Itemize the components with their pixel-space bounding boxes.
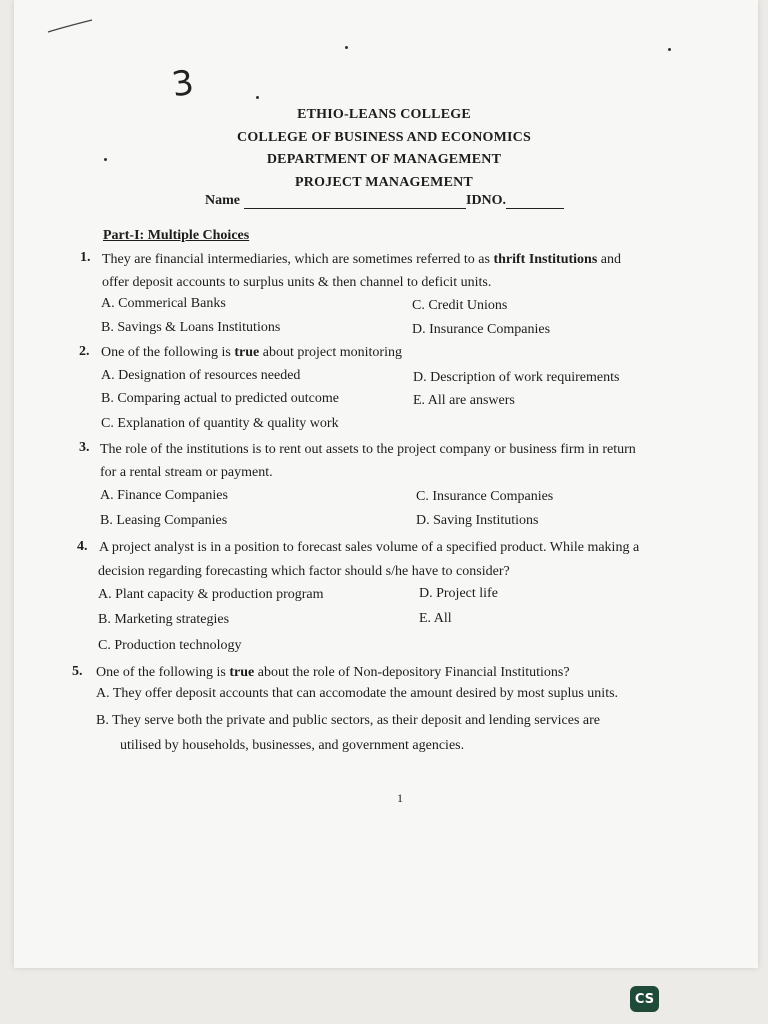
option: E. All xyxy=(419,611,452,626)
option: A. They offer deposit accounts that can accomodate the amount desired by most suplus units. xyxy=(96,686,619,701)
question-text: A project analyst is in a position to forecast sales volume of a specified product. While making a xyxy=(99,540,640,555)
id-blank xyxy=(506,194,564,209)
option: C. Explanation of quantity & quality work xyxy=(101,416,339,431)
speck xyxy=(345,46,348,49)
question-number: 5. xyxy=(72,664,83,679)
option: D. Saving Institutions xyxy=(416,513,539,528)
option: C. Credit Unions xyxy=(412,298,508,313)
option: C. Production technology xyxy=(98,638,242,653)
question-text-line2: decision regarding forecasting which factor should s/he have to consider? xyxy=(98,564,510,579)
name-label: Name xyxy=(205,193,240,208)
option: B. Comparing actual to predicted outcome xyxy=(101,391,339,406)
handwritten-mark: 3 xyxy=(169,62,197,106)
option: D. Description of work requirements xyxy=(413,370,620,385)
option: B. Leasing Companies xyxy=(100,513,228,528)
faculty-title: COLLEGE OF BUSINESS AND ECONOMICS xyxy=(237,129,531,145)
course-title: PROJECT MANAGEMENT xyxy=(295,174,473,190)
option: A. Finance Companies xyxy=(100,488,228,503)
option: A. Commerical Banks xyxy=(101,296,226,311)
question-text: One of the following is true about the role of Non-depository Financial Institutions? xyxy=(96,665,570,680)
question-text: They are financial intermediaries, which are sometimes referred to as thrift Institutions and xyxy=(102,252,622,267)
page-number: 1 xyxy=(397,791,403,805)
department-title: DEPARTMENT OF MANAGEMENT xyxy=(266,152,502,167)
question-text-line2: offer deposit accounts to surplus units & then channel to deficit units. xyxy=(102,275,492,290)
speck xyxy=(668,48,671,51)
option-continuation: utilised by households, businesses, and government agencies. xyxy=(120,738,465,753)
name-id-row xyxy=(205,193,564,209)
part-title: Part-I: Multiple Choices xyxy=(103,228,250,243)
question-text: One of the following is true about project monitoring xyxy=(101,345,402,360)
option: B. They serve both the private and public sectors, as their deposit and lending services are xyxy=(96,713,600,728)
question-number: 4. xyxy=(77,539,88,554)
option: A. Designation of resources needed xyxy=(101,368,301,383)
question-number: 1. xyxy=(80,250,91,265)
id-label: IDNO. xyxy=(466,193,507,208)
question-text: The role of the institutions is to rent out assets to the project company or business firm in return xyxy=(100,442,636,457)
option: A. Plant capacity & production program xyxy=(98,587,324,602)
pen-mark xyxy=(46,16,96,36)
option: C. Insurance Companies xyxy=(416,489,554,504)
camscanner-badge: CS xyxy=(630,986,659,1012)
document-header xyxy=(0,104,768,194)
option: D. Insurance Companies xyxy=(412,322,551,337)
option: E. All are answers xyxy=(413,393,515,408)
option: B. Marketing strategies xyxy=(98,612,230,627)
speck xyxy=(256,96,259,99)
option: B. Savings & Loans Institutions xyxy=(101,320,281,335)
question-number: 2. xyxy=(79,344,90,359)
college-title: ETHIO-LEANS COLLEGE xyxy=(297,107,471,122)
name-blank xyxy=(244,194,466,209)
question-number: 3. xyxy=(79,440,90,455)
option: D. Project life xyxy=(419,586,498,601)
question-text-line2: for a rental stream or payment. xyxy=(100,465,273,480)
